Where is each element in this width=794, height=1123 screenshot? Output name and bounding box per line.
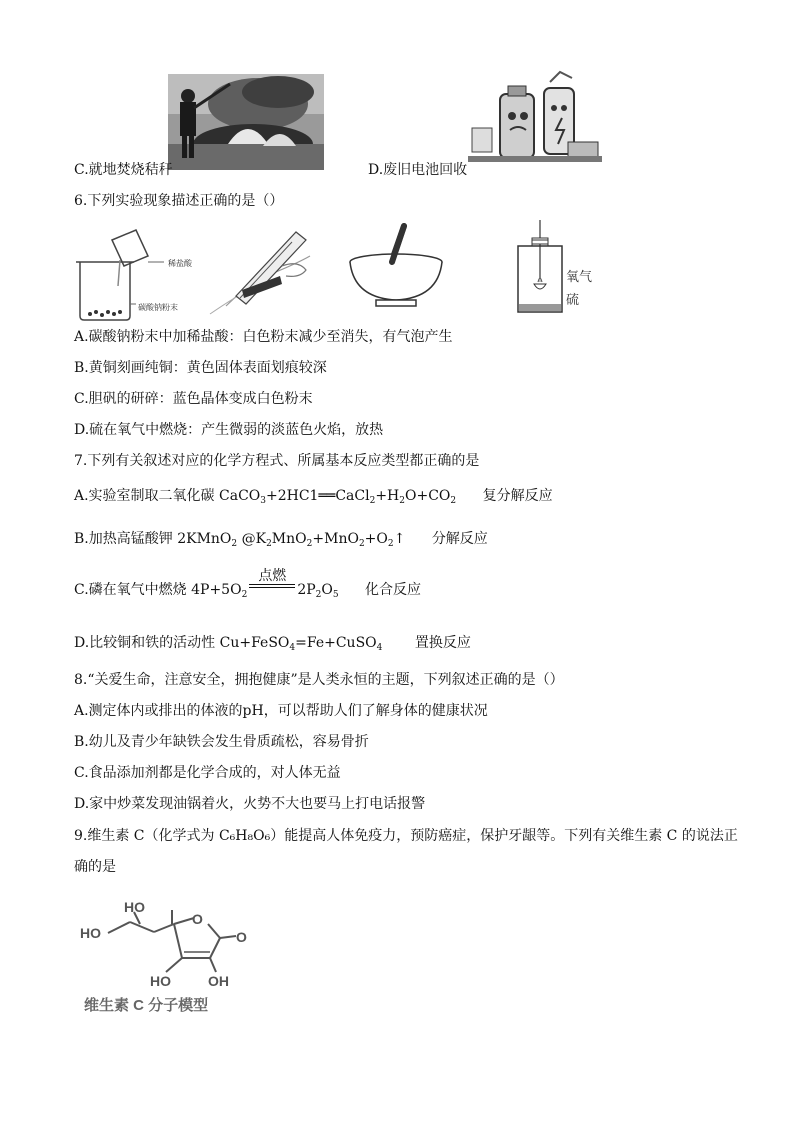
q9-stem-line1: 9.维生素 C（化学式为 C₆H₈O₆）能提高人体免疫力，预防癌症，保护牙龈等。下列有关维生素 C 的说法正 bbox=[74, 828, 738, 844]
vitamin-c-caption: 维生素 C 分子模型 bbox=[84, 997, 209, 1014]
fig-label-powder: 碳酸钠粉末 bbox=[138, 303, 178, 312]
atom-o-ring: O bbox=[192, 911, 203, 927]
q7-c-equation: $4P+5O_2$ 点燃 $2P_2O_5$ bbox=[191, 568, 339, 600]
q7-d-text: D.比较铜和铁的活动性 bbox=[74, 635, 216, 651]
q8-option-c: C.食品添加剂都是化学合成的，对人体无益 bbox=[74, 765, 341, 781]
q7-option-c bbox=[74, 568, 422, 605]
fig-label-oxygen: 氧气 bbox=[566, 270, 593, 285]
q7-a-type: 复分解反应 bbox=[482, 488, 553, 504]
q5-option-c: C.就地焚烧秸秆 bbox=[74, 162, 173, 178]
q7-option-b bbox=[74, 529, 488, 554]
q6-option-c: C.胆矾的研碎：蓝色晶体变成白色粉末 bbox=[74, 391, 313, 407]
q9-stem-line2: 确的是 bbox=[74, 859, 116, 875]
q7-option-a bbox=[74, 486, 553, 511]
q6-stem: 6.下列实验现象描述正确的是（） bbox=[74, 193, 284, 209]
atom-ho-1: HO bbox=[80, 925, 101, 941]
q6-option-a: A.碳酸钠粉末中加稀盐酸：白色粉末减少至消失，有气泡产生 bbox=[74, 329, 453, 345]
q8-option-a: A.测定体内或排出的体液的pH，可以帮助人们了解身体的健康状况 bbox=[74, 703, 488, 719]
fig-label-sulfur: 硫 bbox=[566, 293, 580, 308]
q7-b-text: B.加热高锰酸钾 bbox=[74, 531, 173, 547]
straw-burning-photo bbox=[168, 74, 324, 170]
q7-d-equation: Cu+FeSO$_4$=Fe+CuSO$_4$ bbox=[219, 635, 383, 653]
q8-option-d: D.家中炒菜发现油锅着火，火势不大也要马上打电话报警 bbox=[74, 796, 426, 812]
q8-stem: 8.“关爱生命，注意安全，拥抱健康”是人类永恒的主题，下列叙述正确的是（） bbox=[74, 672, 564, 688]
q6-option-b: B.黄铜刻画纯铜：黄色固体表面划痕较深 bbox=[74, 360, 327, 376]
q8-option-b: B.幼儿及青少年缺铁会发生骨质疏松，容易骨折 bbox=[74, 734, 369, 750]
atom-ho-3: HO bbox=[150, 973, 171, 989]
q7-b-type: 分解反应 bbox=[431, 531, 488, 547]
brass-scratch-figure bbox=[206, 226, 318, 318]
q7-option-d bbox=[74, 633, 471, 658]
q7-stem: 7.下列有关叙述对应的化学方程式、所属基本反应类型都正确的是 bbox=[74, 453, 480, 469]
atom-ho-2: HO bbox=[124, 899, 145, 915]
atom-oh: OH bbox=[208, 973, 229, 989]
q7-d-type: 置换反应 bbox=[414, 635, 471, 651]
q7-c-type: 化合反应 bbox=[365, 582, 422, 598]
q7-c-condition: 点燃 bbox=[258, 568, 287, 584]
vitamin-c-structure-figure bbox=[74, 892, 264, 1020]
q7-b-equation: 2KMnO$_2$ $@K_2MnO_2+MnO_2+O_2↑$ bbox=[177, 531, 406, 549]
q6-option-d: D.硫在氧气中燃烧：产生微弱的淡蓝色火焰，放热 bbox=[74, 422, 384, 438]
fig-label-acid: 稀盐酸 bbox=[168, 259, 192, 268]
battery-recycle-cartoon bbox=[468, 68, 602, 168]
sulfur-combustion-figure bbox=[510, 220, 570, 318]
mortar-pestle-figure bbox=[346, 222, 446, 312]
atom-o-keto: O bbox=[236, 929, 247, 945]
q7-a-equation: $CaCO_3+2HC1══CaCl_2+H_2O+CO_2$ bbox=[219, 488, 457, 506]
q5-option-d: D.废旧电池回收 bbox=[368, 162, 468, 178]
q7-c-text: C.磷在氧气中燃烧 bbox=[74, 582, 187, 598]
q7-a-text: A.实验室制取二氧化碳 bbox=[74, 488, 215, 504]
